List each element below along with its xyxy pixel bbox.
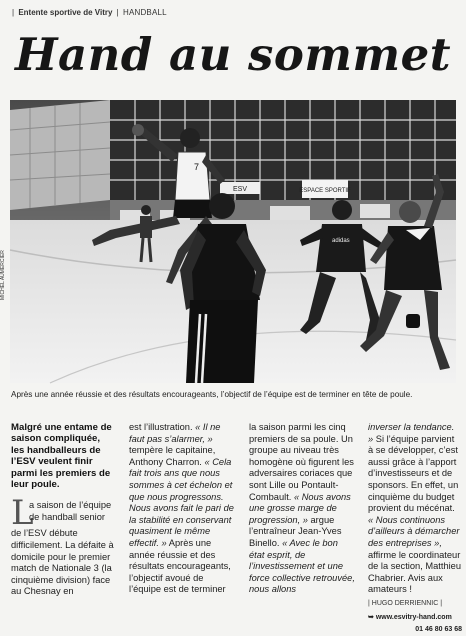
section-kicker bbox=[10, 8, 167, 17]
article-column-3 bbox=[249, 422, 355, 596]
quote: « Nous continuons d’ailleurs à démarcher des entreprises », bbox=[368, 514, 460, 548]
paragraph-text: inverser la tendance. » Si l’équipe parvient à se développer, c’est aussi grâce à l’apport d’investisseurs et de sponsors. En effet, un cinquième du budget provient du mécénat. « Nous continuons d’ailleurs à démarcher des entreprises », affirme le coordinateur de la section, Matthieu Chabrier. Avis aux amateurs ! bbox=[368, 422, 462, 595]
drop-cap: L bbox=[11, 493, 34, 534]
banner-text: ESPACE SPORTIF bbox=[299, 188, 351, 194]
author-signature: | HUGO DERRIENNIC | bbox=[368, 599, 443, 607]
rubric-name: HANDBALL bbox=[122, 8, 167, 17]
kicker-separator: | bbox=[116, 8, 119, 17]
photo-credit: MICHEL AUMERCIER bbox=[0, 250, 6, 300]
website-link[interactable]: ➥ www.esvitry-hand.com bbox=[368, 613, 452, 621]
handball-photo bbox=[10, 100, 456, 383]
quote: « Il ne faut pas s’alarmer, » bbox=[129, 422, 221, 444]
quote: « Nous avons une grosse marge de progression, » bbox=[249, 491, 351, 525]
phone-number: 01 46 80 63 68 bbox=[415, 626, 462, 634]
photo-caption: Après une année réussie et des résultats encourageants, l’objectif de l’équipe est de terminer en tête de poule. bbox=[11, 390, 413, 399]
banner-text: ESV bbox=[232, 186, 248, 193]
quote: « Avec le bon état esprit, de l’investissement et une force collective retrouvée, nous allons bbox=[249, 537, 355, 595]
article-column-2 bbox=[129, 422, 235, 596]
paragraph-text: est l’illustration. « Il ne faut pas s’alarmer, » tempère le capitaine, Anthony Charron. « Cela fait trois ans que nous sommes à cet échelon et que nous progressons. Nous avons fait le pari de la stabilité en conservant quasiment le même effectif. » Après une année réussie et des résultats encourageants, l’objectif avoué de l’équipe est de terminer bbox=[129, 422, 234, 595]
article-column-1 bbox=[11, 422, 115, 598]
quote: inverser la tendance. » bbox=[368, 422, 455, 444]
section-name: Entente sportive de Vitry bbox=[18, 8, 113, 17]
jersey-number: 7 bbox=[194, 162, 200, 172]
headline: Hand au sommet bbox=[14, 28, 452, 81]
quote: « Cela fait trois ans que nous sommes à cet échelon et que nous progressons. Nous avons fait le pari de la stabilité en conservant quasiment le même effectif. » bbox=[129, 456, 234, 548]
first-paragraph bbox=[11, 493, 115, 534]
jersey-brand: adidas bbox=[332, 238, 350, 244]
article-lead: Malgré une entame de saison compliquée, les handballeurs de l’ESV veulent finir parmi les premiers de leur poule. bbox=[11, 422, 112, 491]
article-column-4 bbox=[368, 422, 462, 636]
paragraph-text: a saison de l’équipe de handball senior bbox=[29, 500, 112, 523]
paragraph-text: la saison parmi les cinq premiers de sa poule. Un groupe au niveau très homogène où figurent les adversaires coriaces que sont Lille ou Pontault-Combault. « Nous avons une grosse marge de progression, » argue l’entraîneur Jean-Yves Binello. « Avec le bon état esprit, de l’investissement et une force collective retrouvée, nous allons bbox=[249, 422, 355, 595]
paragraph-text: de l’ESV débute difficilement. La défaite à domicile pour le premier match de Nationale 3 (la cinquième division) face au Chesnay en bbox=[11, 528, 114, 597]
kicker-separator: | bbox=[12, 8, 15, 17]
arrow-icon: ➥ bbox=[368, 613, 376, 621]
